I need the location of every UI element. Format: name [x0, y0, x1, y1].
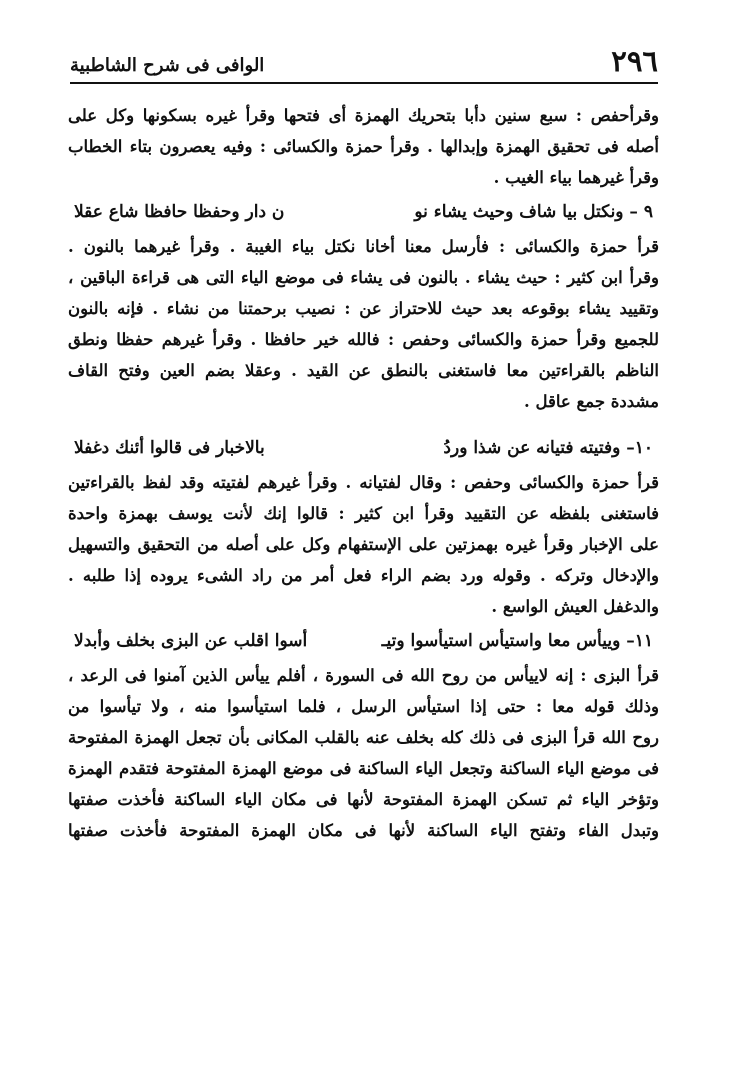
spacer	[68, 417, 659, 429]
text-line: وذلك قوله معا : حتى إذا استيأس الرسل ، فلما استيأسوا منه ، ولا تيأسوا من	[68, 697, 659, 716]
text-line: وقرأ غيرهما بياء الغيب .	[493, 168, 659, 187]
text-line: قرأ حمزة والكسائى وحفص : وقال لفتيانه . وقرأ غيرهم لفتيته وقد لفظ بالقراءتين	[68, 473, 659, 492]
running-title: الوافى فى شرح الشاطبية	[70, 55, 265, 76]
verse-10	[68, 429, 659, 467]
text-line: والإدخال وتركه . وقوله ورد بضم الراء فعل أمر من راد الشىء يروده إذا طلبه .	[68, 566, 659, 585]
verse-10-first-hemistich: ١٠– وفتيته فتيانه عن شذا وردُ	[443, 438, 653, 458]
paragraph-4	[68, 660, 659, 846]
text-line: قرأ حمزة والكسائى : فأرسل معنا أخانا نكتل بياء الغيبة . وقرأ غيرهما بالنون .	[68, 237, 659, 256]
verse-9-first-hemistich: ٩ – ونكتل بيا شاف وحيث يشاء نو	[414, 202, 653, 222]
text-line: والدغفل العيش الواسع .	[491, 597, 659, 616]
verse-10-second-hemistich: بالاخبار فى قالوا أئنك دغفلا	[74, 438, 265, 458]
page-number: ٢٩٦	[611, 44, 658, 78]
text-line: وقرأحفص : سبع سنين دأبا بتحريك الهمزة أى فتحها وقرأ غيره بسكونها وكل على	[68, 106, 659, 125]
text-line: وتؤخر الياء ثم تسكن الهمزة المفتوحة لأنها فى مكان الياء الساكنة فأخذت صفتها	[68, 790, 659, 809]
paragraph-2	[68, 231, 659, 417]
text-line: الناظم بالقراءتين معا فاستغنى بالنطق عن القيد . وعقلا بضم العين وفتح القاف	[68, 361, 659, 380]
text-line: للجميع وقرأ حمزة والكسائى وحفص : فالله خير حافظا . وقرأ غيرهم حفظا ونطق	[68, 330, 659, 349]
verse-9-second-hemistich: ن دار وحفظا حافظا شاع عقلا	[74, 202, 285, 222]
text-line: وتقييد يشاء بوقوعه بعد حيث للاحتراز عن : نصيب برحمتنا من نشاء . فإنه بالنون	[68, 299, 659, 318]
text-line: فاستغنى بلفظه عن التقييد وقرأ ابن كثير : قالوا إنك لأنت يوسف بهمزة واحدة	[68, 504, 659, 523]
paragraph-1	[68, 100, 659, 193]
verse-11-second-hemistich: أسوا اقلب عن البزى بخلف وأبدلا	[74, 631, 308, 651]
text-line: على الإخبار وقرأ غيره بهمزتين على الإستفهام وكل على أصله من التحقيق والتسهيل	[68, 535, 659, 554]
page-header	[70, 42, 658, 84]
paragraph-3	[68, 467, 659, 622]
page-content	[68, 100, 659, 846]
verse-11-first-hemistich: ١١– وييأس معا واستيأس استيأسوا وتيـ	[381, 631, 653, 651]
text-line: فى موضع الياء الساكنة وتجعل الياء الساكنة فى موضع الهمزة المفتوحة فتقدم الهمزة	[68, 759, 659, 778]
text-line: قرأ البزى : إنه لاييأس من روح الله فى السورة ، أفلم ييأس الذين آمنوا فى الرعد ،	[68, 666, 659, 685]
verse-11	[68, 622, 659, 660]
text-line: وتبدل الفاء وتفتح الياء الساكنة لأنها فى مكان الهمزة المفتوحة فأخذت صفتها	[68, 821, 659, 840]
text-line: وقرأ ابن كثير : حيث يشاء . بالنون فى يشاء فى موضع الياء التى هى قراءة الباقين ،	[68, 268, 659, 287]
text-line: روح الله قرأ البزى فى ذلك كله بخلف عنه بالقلب المكانى بأن تجعل الهمزة المفتوحة	[68, 728, 659, 747]
text-line: أصله فى تحقيق الهمزة وإبدالها . وقرأ حمزة والكسائى : وفيه يعصرون بتاء الخطاب	[68, 137, 659, 156]
text-line: مشددة جمع عاقل .	[524, 392, 659, 411]
verse-9	[68, 193, 659, 231]
